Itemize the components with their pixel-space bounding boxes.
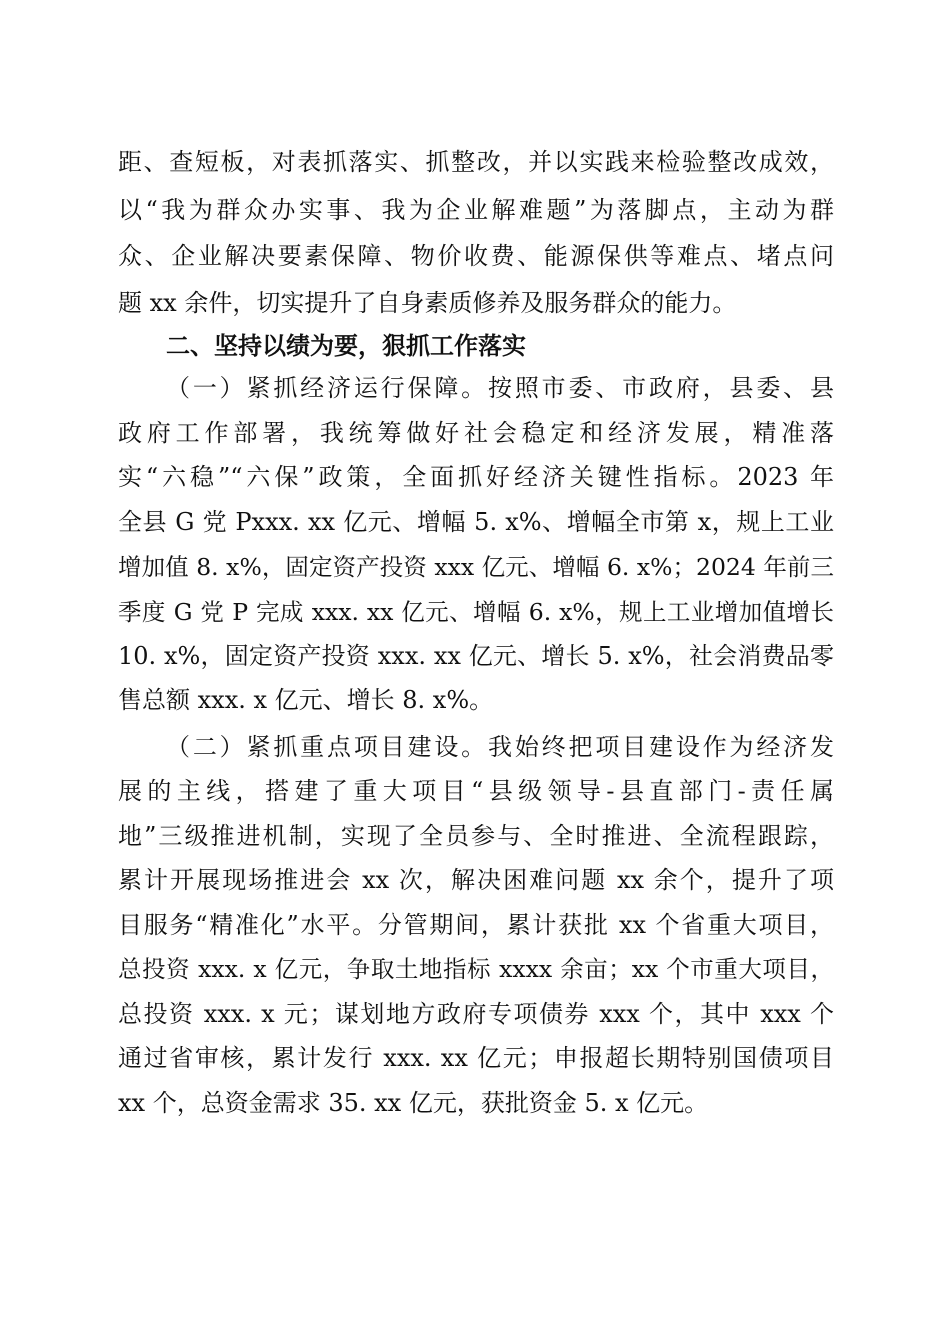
paragraph-2-line-3: 实“六稳”“六保”政策，全面抓好经济关键性指标。2023 年 <box>118 463 834 491</box>
paragraph-2-line-8: 售总额 xxx. x 亿元、增长 8. x%。 <box>118 686 494 714</box>
paragraph-3-line-6: 总投资 xxx. x 亿元，争取土地指标 xxxx 余亩；xx 个市重大项目， <box>118 955 834 983</box>
paragraph-3-line-4: 累计开展现场推进会 xx 次，解决困难问题 xx 余个，提升了项 <box>118 866 834 894</box>
paragraph-2-line-2: 政府工作部署，我统筹做好社会稳定和经济发展，精准落 <box>118 419 834 447</box>
paragraph-3-line-1: （二）紧抓重点项目建设。我始终把项目建设作为经济发 <box>166 733 834 761</box>
paragraph-3-line-2: 展的主线，搭建了重大项目“县级领导-县直部门-责任属 <box>118 777 834 805</box>
paragraph-1-line-3: 众、企业解决要素保障、物价收费、能源保供等难点、堵点问 <box>118 242 834 270</box>
paragraph-3-line-3: 地”三级推进机制，实现了全员参与、全时推进、全流程跟踪， <box>118 822 834 850</box>
paragraph-3-line-7: 总投资 xxx. x 元；谋划地方政府专项债券 xxx 个，其中 xxx 个 <box>118 1000 834 1028</box>
paragraph-3-line-9: xx 个，总资金需求 35. xx 亿元，获批资金 5. x 亿元。 <box>118 1089 709 1117</box>
paragraph-3-line-8: 通过省审核，累计发行 xxx. xx 亿元；申报超长期特别国债项目 <box>118 1044 834 1072</box>
paragraph-2-line-5: 增加值 8. x%，固定资产投资 xxx 亿元、增幅 6. x%；2024 年前三 <box>118 553 834 581</box>
section-heading: 二、坚持以绩为要，狠抓工作落实 <box>166 332 526 360</box>
paragraph-2-line-4: 全县 G 党 Pxxx. xx 亿元、增幅 5. x%、增幅全市第 x，规上工业 <box>118 508 834 536</box>
paragraph-2-line-6: 季度 G 党 P 完成 xxx. xx 亿元、增幅 6. x%，规上工业增加值增长 <box>118 598 834 626</box>
paragraph-1-line-4: 题 xx 余件，切实提升了自身素质修养及服务群众的能力。 <box>118 289 737 317</box>
paragraph-1-line-2: 以“我为群众办实事、我为企业解难题”为落脚点，主动为群 <box>118 196 834 224</box>
paragraph-2-line-7: 10. x%，固定资产投资 xxx. xx 亿元、增长 5. x%，社会消费品零 <box>118 642 834 670</box>
paragraph-2-line-1: （一）紧抓经济运行保障。按照市委、市政府，县委、县 <box>166 374 834 402</box>
paragraph-3-line-5: 目服务“精准化”水平。分管期间，累计获批 xx 个省重大项目， <box>118 911 834 939</box>
paragraph-1-line-1: 距、查短板，对表抓落实、抓整改，并以实践来检验整改成效， <box>118 148 834 176</box>
